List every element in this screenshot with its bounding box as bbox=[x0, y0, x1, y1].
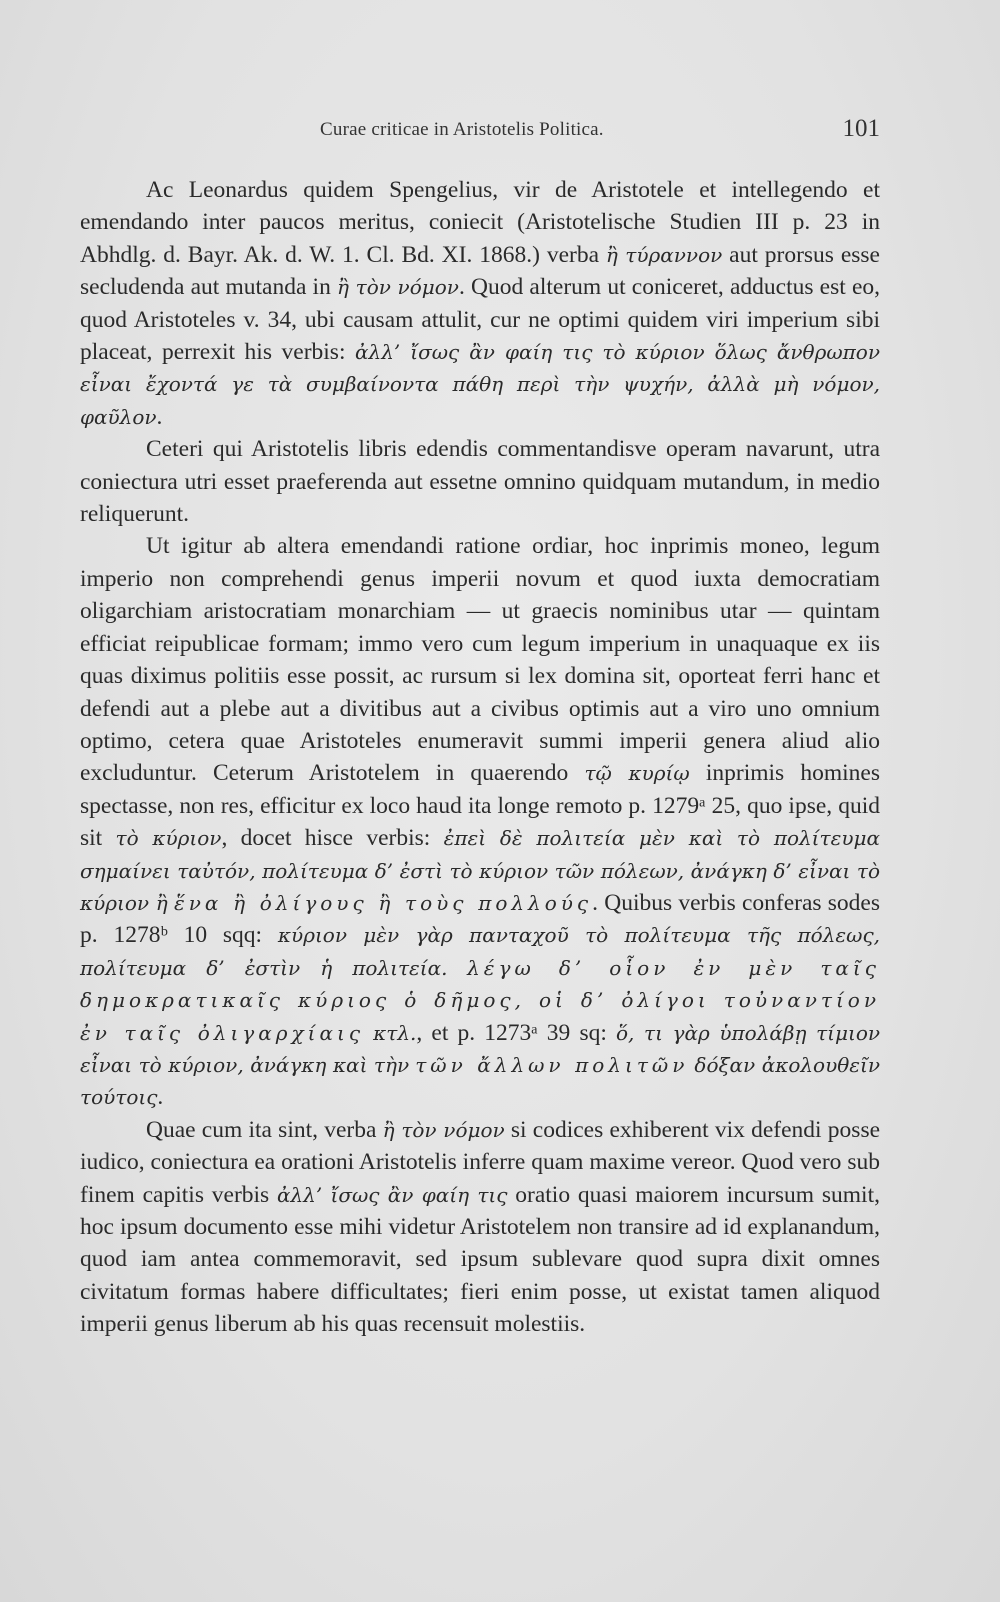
latin-text: Ceteri qui Aristotelis libris edendis commentandisve operam navarunt, utra coniectura utri esset praeferenda aut essetne omnino quidquam mutandum, in medio reliquerunt. bbox=[80, 436, 880, 528]
paragraph bbox=[80, 1114, 880, 1341]
greek-quotation: ἢ τὸν νόμον bbox=[382, 1117, 505, 1142]
latin-text: aut prorsus esse secludenda aut mutanda in bbox=[80, 241, 880, 301]
paragraph bbox=[80, 174, 880, 433]
greek-quotation: ἀλλ’ ἴσως ἂν φαίη τις τὸ κύριον ὅλως ἄνθρωπον εἶναι ἔχοντά γε τὰ συμβαίνοντα πάθη περὶ τὴν ψυχήν, ἀλλὰ μὴ νόμον, φαῦλον bbox=[80, 340, 881, 429]
greek-quotation: λέγω δ’ οἷον ἐν μὲν ταῖς δημοκρατικαῖς κύριος ὁ δῆμος, οἱ δ’ ὀλίγοι τοὐναντίον ἐν ταῖς ὀλιγαρχίαις bbox=[80, 955, 880, 1045]
running-head bbox=[80, 115, 880, 149]
latin-text: Ac Leonardus quidem Spengelius, vir de Aristotele et intellegendo et emendando inter paucos meritus, coniecit (Aristotelische Studien III p. 23 in Abhdlg. d. Bayr. Ak. d. W. 1. Cl. Bd. XI. 1868.) verba bbox=[80, 177, 880, 268]
greek-quotation: δόξαν ἀκολουθεῖν τούτοις bbox=[80, 1052, 881, 1110]
latin-text: Quae cum ita sint, verba bbox=[146, 1116, 383, 1143]
latin-text: oratio quasi maiorem incursum sumit, hoc ipsum documento esse mihi videtur Aristotelem non transire ad id explanandum, quod iam antea commemoravit, sed ipsum sublevare quod supra dixit omnes civitatum formas habere difficultates; fieri enim posse, ut existat tamen aliquod imperii genus liberum ab his quas recensuit molestiis. bbox=[80, 1181, 880, 1338]
latin-text: . Quibus verbis conferas sodes p. 1278ᵇ 10 sqq: bbox=[80, 889, 881, 949]
latin-text: . bbox=[156, 403, 163, 430]
greek-quotation: τῷ κυρίῳ bbox=[584, 761, 690, 786]
greek-quotation: ἕνα ἢ ὀλίγους ἢ τοὺς πολλούς bbox=[173, 890, 593, 915]
paragraph bbox=[80, 433, 880, 530]
latin-text: Ut igitur ab altera emendandi ratione ordiar, hoc inprimis moneo, legum imperio non comprehendi genus imperii novum et quod iuxta democratiam oligarchiam aristocratiam monarchiam — ut graecis nominibus utar — quintam efficiat reipublicae formam; immo vero cum legum imperium in unaquaque ex iis quas diximus politiis esse possit, ac rursum si lex domina sit, oporteat ferri hanc et defendi aut a plebe aut a divitibus aut a civibus optimis aut a viro uno omnium optimo, cetera quae Aristoteles enumeravit summi imperii genera aliud alio excluduntur. Ceterum Aristotelem in quaerendo bbox=[80, 533, 880, 787]
latin-text bbox=[364, 1020, 373, 1046]
running-title: Curae criticae in Aristotelis Politica. bbox=[320, 119, 604, 140]
latin-text: . bbox=[157, 1084, 164, 1111]
latin-text: , et p. 1273ᵃ 39 sq: bbox=[416, 1019, 617, 1046]
paragraph bbox=[80, 530, 880, 1113]
latin-text: si codices exhiberent vix defendi posse iudico, coniectura ea orationi Aristotelis inferre quam maxime vereor. Quod vero sub finem capitis verbis bbox=[80, 1116, 881, 1208]
latin-text: . Quod alterum ut coniceret, adductus est eo, quod Aristoteles v. 34, ubi causam attulit, cur ne optimi quidem viri imperium sibi placeat, perrexit his verbis: bbox=[80, 274, 881, 366]
page-number: 101 bbox=[842, 115, 880, 142]
greek-quotation: κτλ. bbox=[373, 1020, 417, 1045]
latin-text bbox=[447, 955, 467, 981]
body-text bbox=[80, 174, 880, 1341]
latin-text: , docet hisce verbis: bbox=[221, 825, 444, 852]
greek-quotation: κύριον μὲν γὰρ πανταχοῦ τὸ πολίτευμα τῆς πόλεως, πολίτευμα δ’ ἐστὶν ἡ πολιτεία. bbox=[80, 923, 880, 980]
greek-quotation: τῶν ἄλλων πολιτῶν bbox=[415, 1052, 689, 1077]
greek-quotation: ἀλλ’ ἴσως ἂν φαίη τις bbox=[277, 1182, 508, 1207]
greek-quotation: ἢ τὸν νόμον bbox=[337, 275, 459, 300]
greek-quotation: ὅ, τι γὰρ ὑπολάβῃ τίμιον εἶναι τὸ κύριον, ἀνάγκη καὶ τὴν bbox=[80, 1020, 881, 1077]
greek-quotation: ἐπεὶ δὲ πολιτεία μὲν καὶ τὸ πολίτευμα σημαίνει ταὐτόν, πολίτευμα δ’ ἐστὶ τὸ κύριον τῶν πόλεων, ἀνάγκη δ’ εἶναι τὸ κύριον ἢ bbox=[80, 826, 880, 915]
greek-quotation: τὸ κύριον bbox=[115, 826, 222, 851]
latin-text: inprimis homines spectasse, non res, efficitur ex loco haud ita longe remoto p. 1279ᵃ 25, quo ipse, quid sit bbox=[80, 760, 880, 852]
greek-quotation: ἢ τύραννον bbox=[605, 242, 723, 267]
